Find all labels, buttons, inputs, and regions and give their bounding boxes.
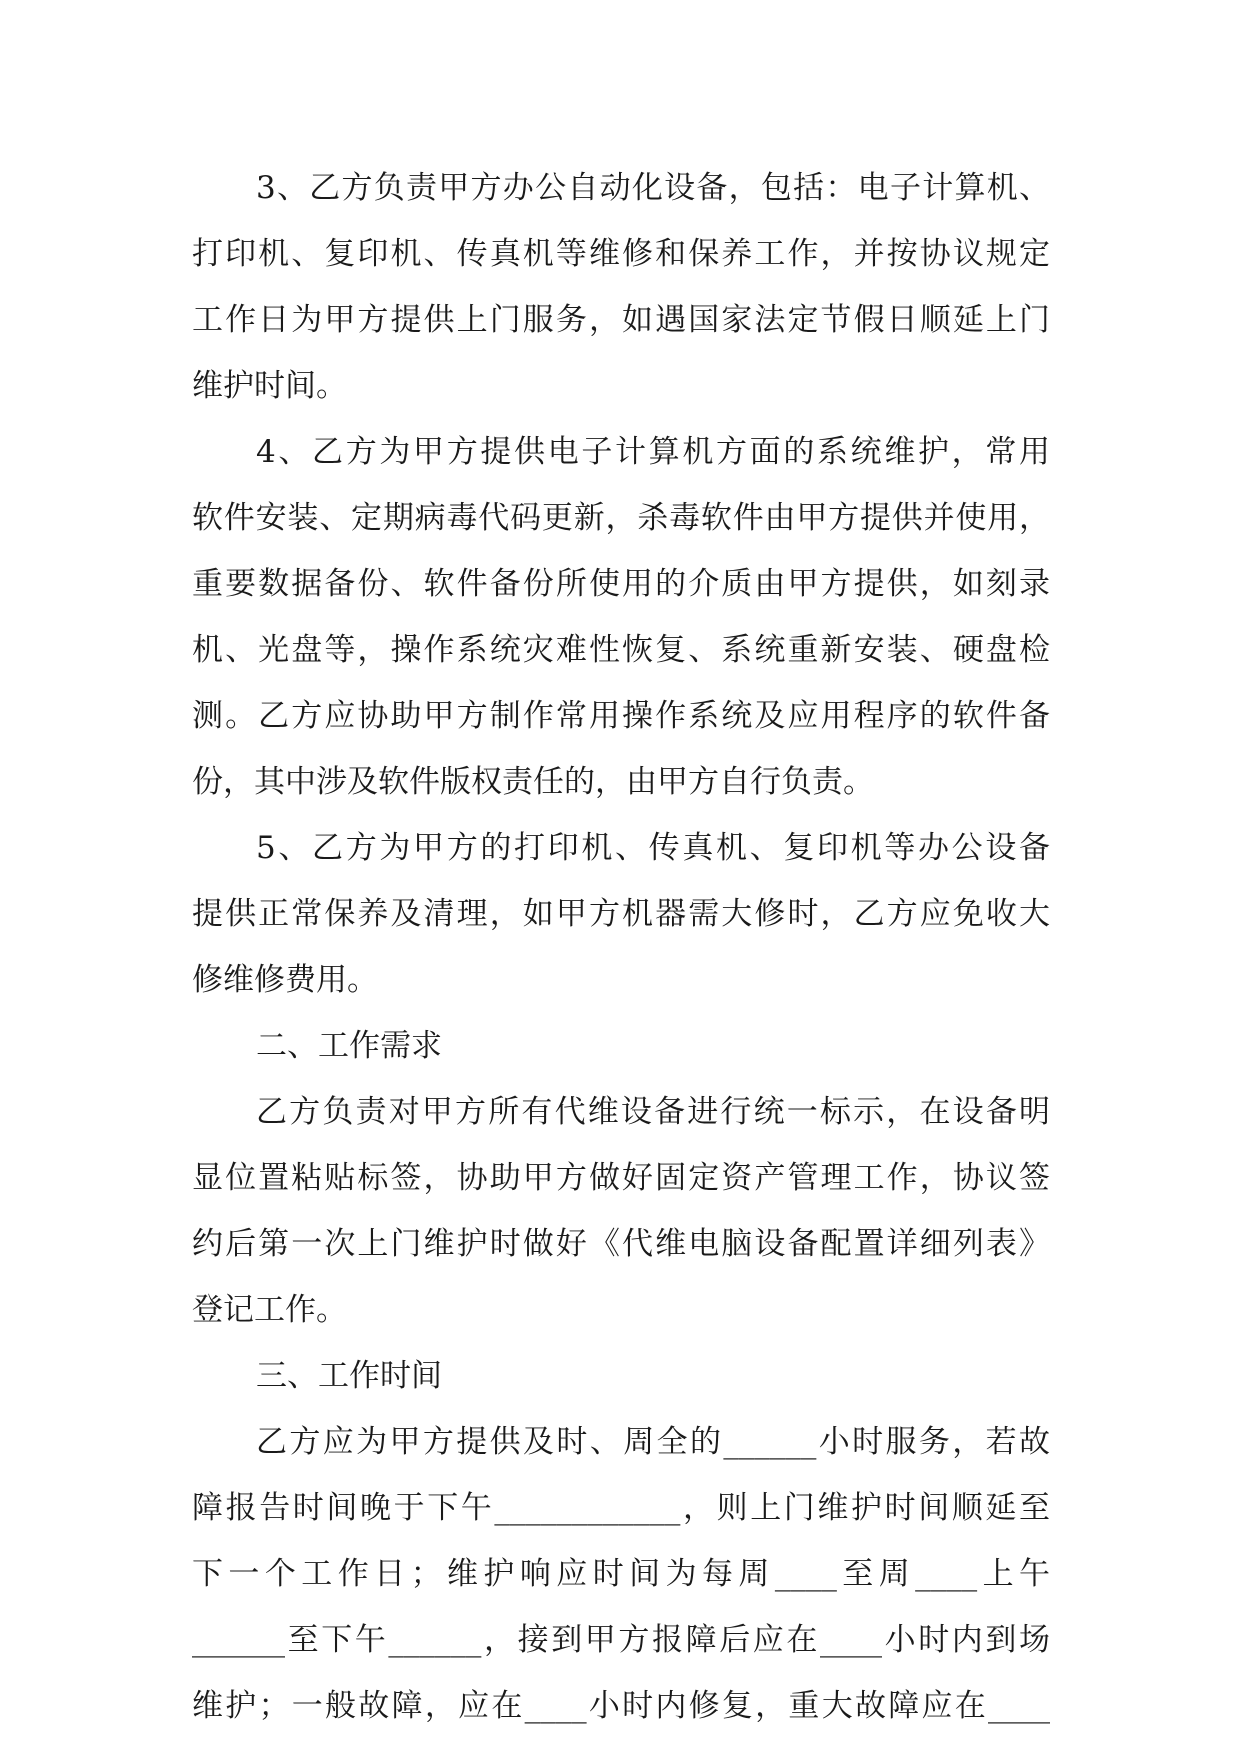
text-line: 乙方负责对甲方所有代维设备进行统一标示，在设备明 (256, 1094, 1050, 1130)
section-heading-work-requirements (192, 1013, 1050, 1079)
text-line: 约后第一次上门维护时做好《代维电脑设备配置详细列表》 (192, 1226, 1050, 1262)
text-line: 乙方应为甲方提供及时、周全的______小时服务，若故 (256, 1424, 1050, 1460)
text-line: ______至下午______，接到甲方报障后应在____小时内到场 (192, 1622, 1050, 1658)
paragraph-item-3 (192, 155, 1050, 419)
paragraph-item-4 (192, 419, 1050, 815)
text-line: 打印机、复印机、传真机等维修和保养工作，并按协议规定 (192, 236, 1050, 272)
paragraph-item-5 (192, 815, 1050, 1013)
text-line: 修维修费用。 (192, 962, 378, 998)
text-line: 提供正常保养及清理，如甲方机器需大修时，乙方应免收大 (192, 896, 1050, 932)
section-heading: 二、工作需求 (256, 1028, 442, 1064)
text-line: 障报告时间晚于下午____________，则上门维护时间顺延至 (192, 1490, 1050, 1526)
paragraph-work-time (192, 1409, 1050, 1739)
text-line: 测。乙方应协助甲方制作常用操作系统及应用程序的软件备 (192, 698, 1050, 734)
text-line: 登记工作。 (192, 1292, 347, 1328)
text-line: 4、乙方为甲方提供电子计算机方面的系统维护，常用 (256, 434, 1050, 470)
text-line: 下一个工作日；维护响应时间为每周____至周____上午 (192, 1556, 1050, 1592)
text-line: 工作日为甲方提供上门服务，如遇国家法定节假日顺延上门 (192, 302, 1050, 338)
paragraph-work-requirements (192, 1079, 1050, 1343)
text-line: 机、光盘等，操作系统灾难性恢复、系统重新安装、硬盘检 (192, 632, 1050, 668)
text-line: 重要数据备份、软件备份所使用的介质由甲方提供，如刻录 (192, 566, 1050, 602)
text-line: 软件安装、定期病毒代码更新，杀毒软件由甲方提供并使用， (192, 500, 1050, 536)
document-page (192, 155, 1050, 1739)
text-line: 份，其中涉及软件版权责任的，由甲方自行负责。 (192, 764, 874, 800)
text-line: 维护；一般故障，应在____小时内修复，重大故障应在____ (192, 1688, 1050, 1724)
text-line: 3、乙方负责甲方办公自动化设备，包括：电子计算机、 (256, 170, 1050, 206)
section-heading-work-time (192, 1343, 1050, 1409)
text-line: 显位置粘贴标签，协助甲方做好固定资产管理工作，协议签 (192, 1160, 1050, 1196)
text-line: 5、乙方为甲方的打印机、传真机、复印机等办公设备 (256, 830, 1050, 866)
section-heading: 三、工作时间 (256, 1358, 442, 1394)
text-line: 维护时间。 (192, 368, 347, 404)
